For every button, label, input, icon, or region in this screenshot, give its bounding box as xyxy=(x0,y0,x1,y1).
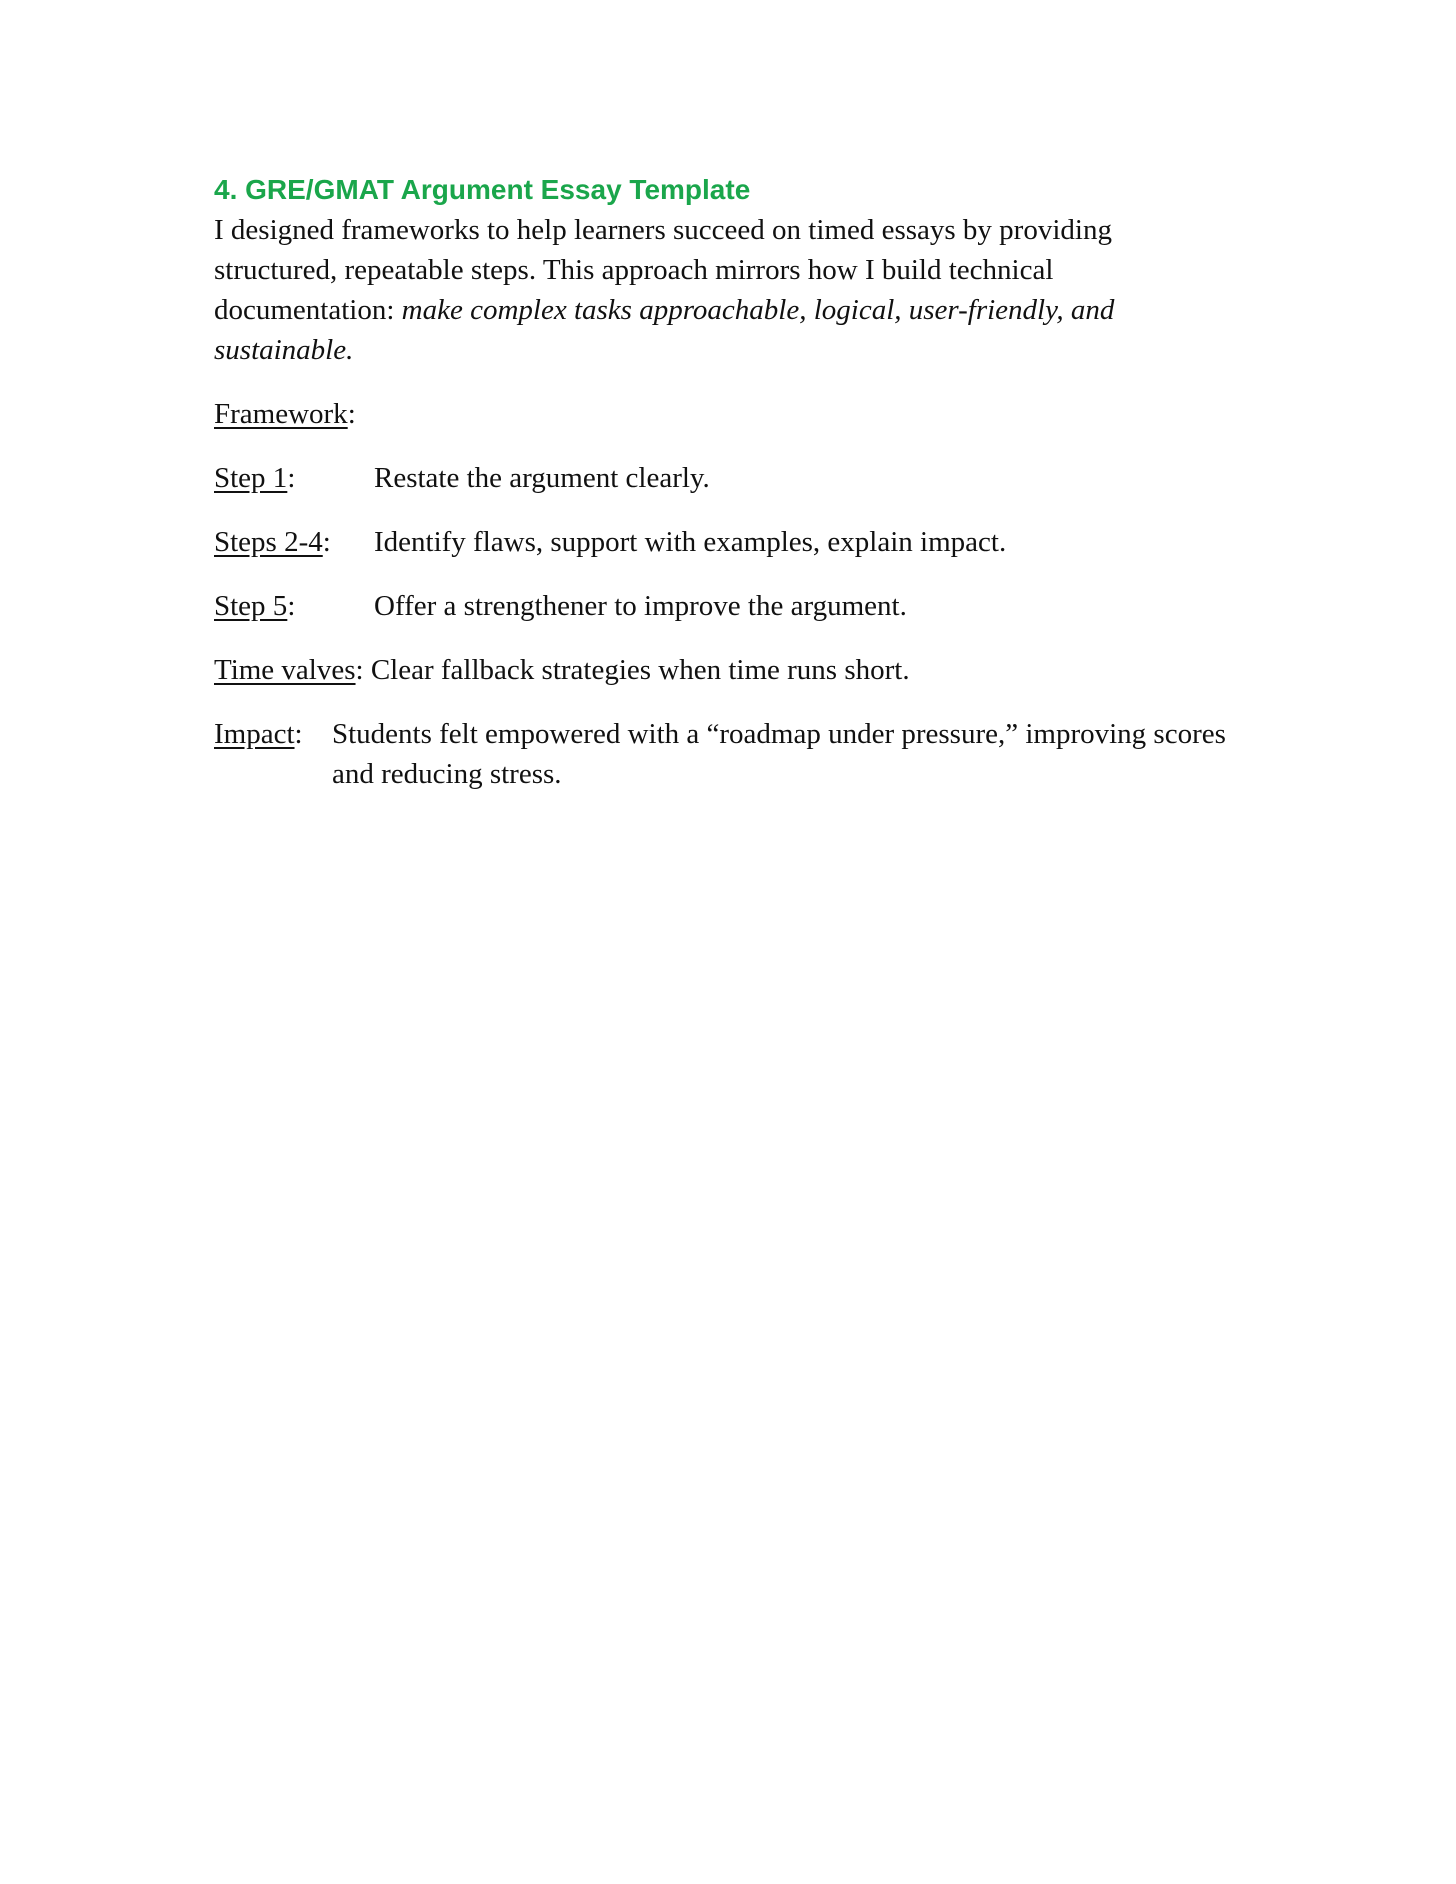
intro-paragraph xyxy=(214,210,1224,370)
document-content xyxy=(214,170,1244,794)
step-row-5 xyxy=(214,586,1244,626)
step-label-text-1: Step 1 xyxy=(214,462,288,494)
time-valves-suffix: : xyxy=(355,654,364,686)
impact-label-suffix: : xyxy=(294,718,303,750)
step-label-text-5: Step 5 xyxy=(214,590,288,622)
step-label-1 xyxy=(214,458,374,498)
step-label-suffix-1: : xyxy=(287,462,296,494)
time-valves-label: Time valves xyxy=(214,654,356,686)
intro-italic-text: make complex tasks approachable, logical, user-friendly, and sustainable. xyxy=(214,294,1115,366)
impact-label xyxy=(214,714,332,794)
time-valves-row xyxy=(214,650,1244,690)
step-text-2-4: Identify flaws, support with examples, explain impact. xyxy=(374,526,1007,558)
intro-text: I designed frameworks to help learners succeed on timed essays by providing structured, repeatable steps. This approach mirrors how I build technical documentation: xyxy=(214,214,1112,326)
section-heading: 4. GRE/GMAT Argument Essay Template xyxy=(214,174,751,205)
framework-label-suffix: : xyxy=(347,398,356,430)
impact-row xyxy=(214,714,1244,794)
step-label-2-4 xyxy=(214,522,374,562)
step-label-suffix-2-4: : xyxy=(322,526,331,558)
framework-label xyxy=(214,394,1244,434)
step-label-suffix-5: : xyxy=(287,590,296,622)
impact-label-text: Impact xyxy=(214,718,295,750)
step-text-1: Restate the argument clearly. xyxy=(374,462,710,494)
step-label-5 xyxy=(214,586,374,626)
framework-label-text: Framework xyxy=(214,398,348,430)
time-valves-text: Clear fallback strategies when time runs short. xyxy=(363,654,910,686)
impact-text: Students felt empowered with a “roadmap under pressure,” improving scores and reducing stress. xyxy=(332,718,1226,790)
step-label-text-2-4: Steps 2-4 xyxy=(214,526,323,558)
step-text-5: Offer a strengthener to improve the argument. xyxy=(374,590,907,622)
step-row-2-4 xyxy=(214,522,1244,562)
step-row-1 xyxy=(214,458,1244,498)
